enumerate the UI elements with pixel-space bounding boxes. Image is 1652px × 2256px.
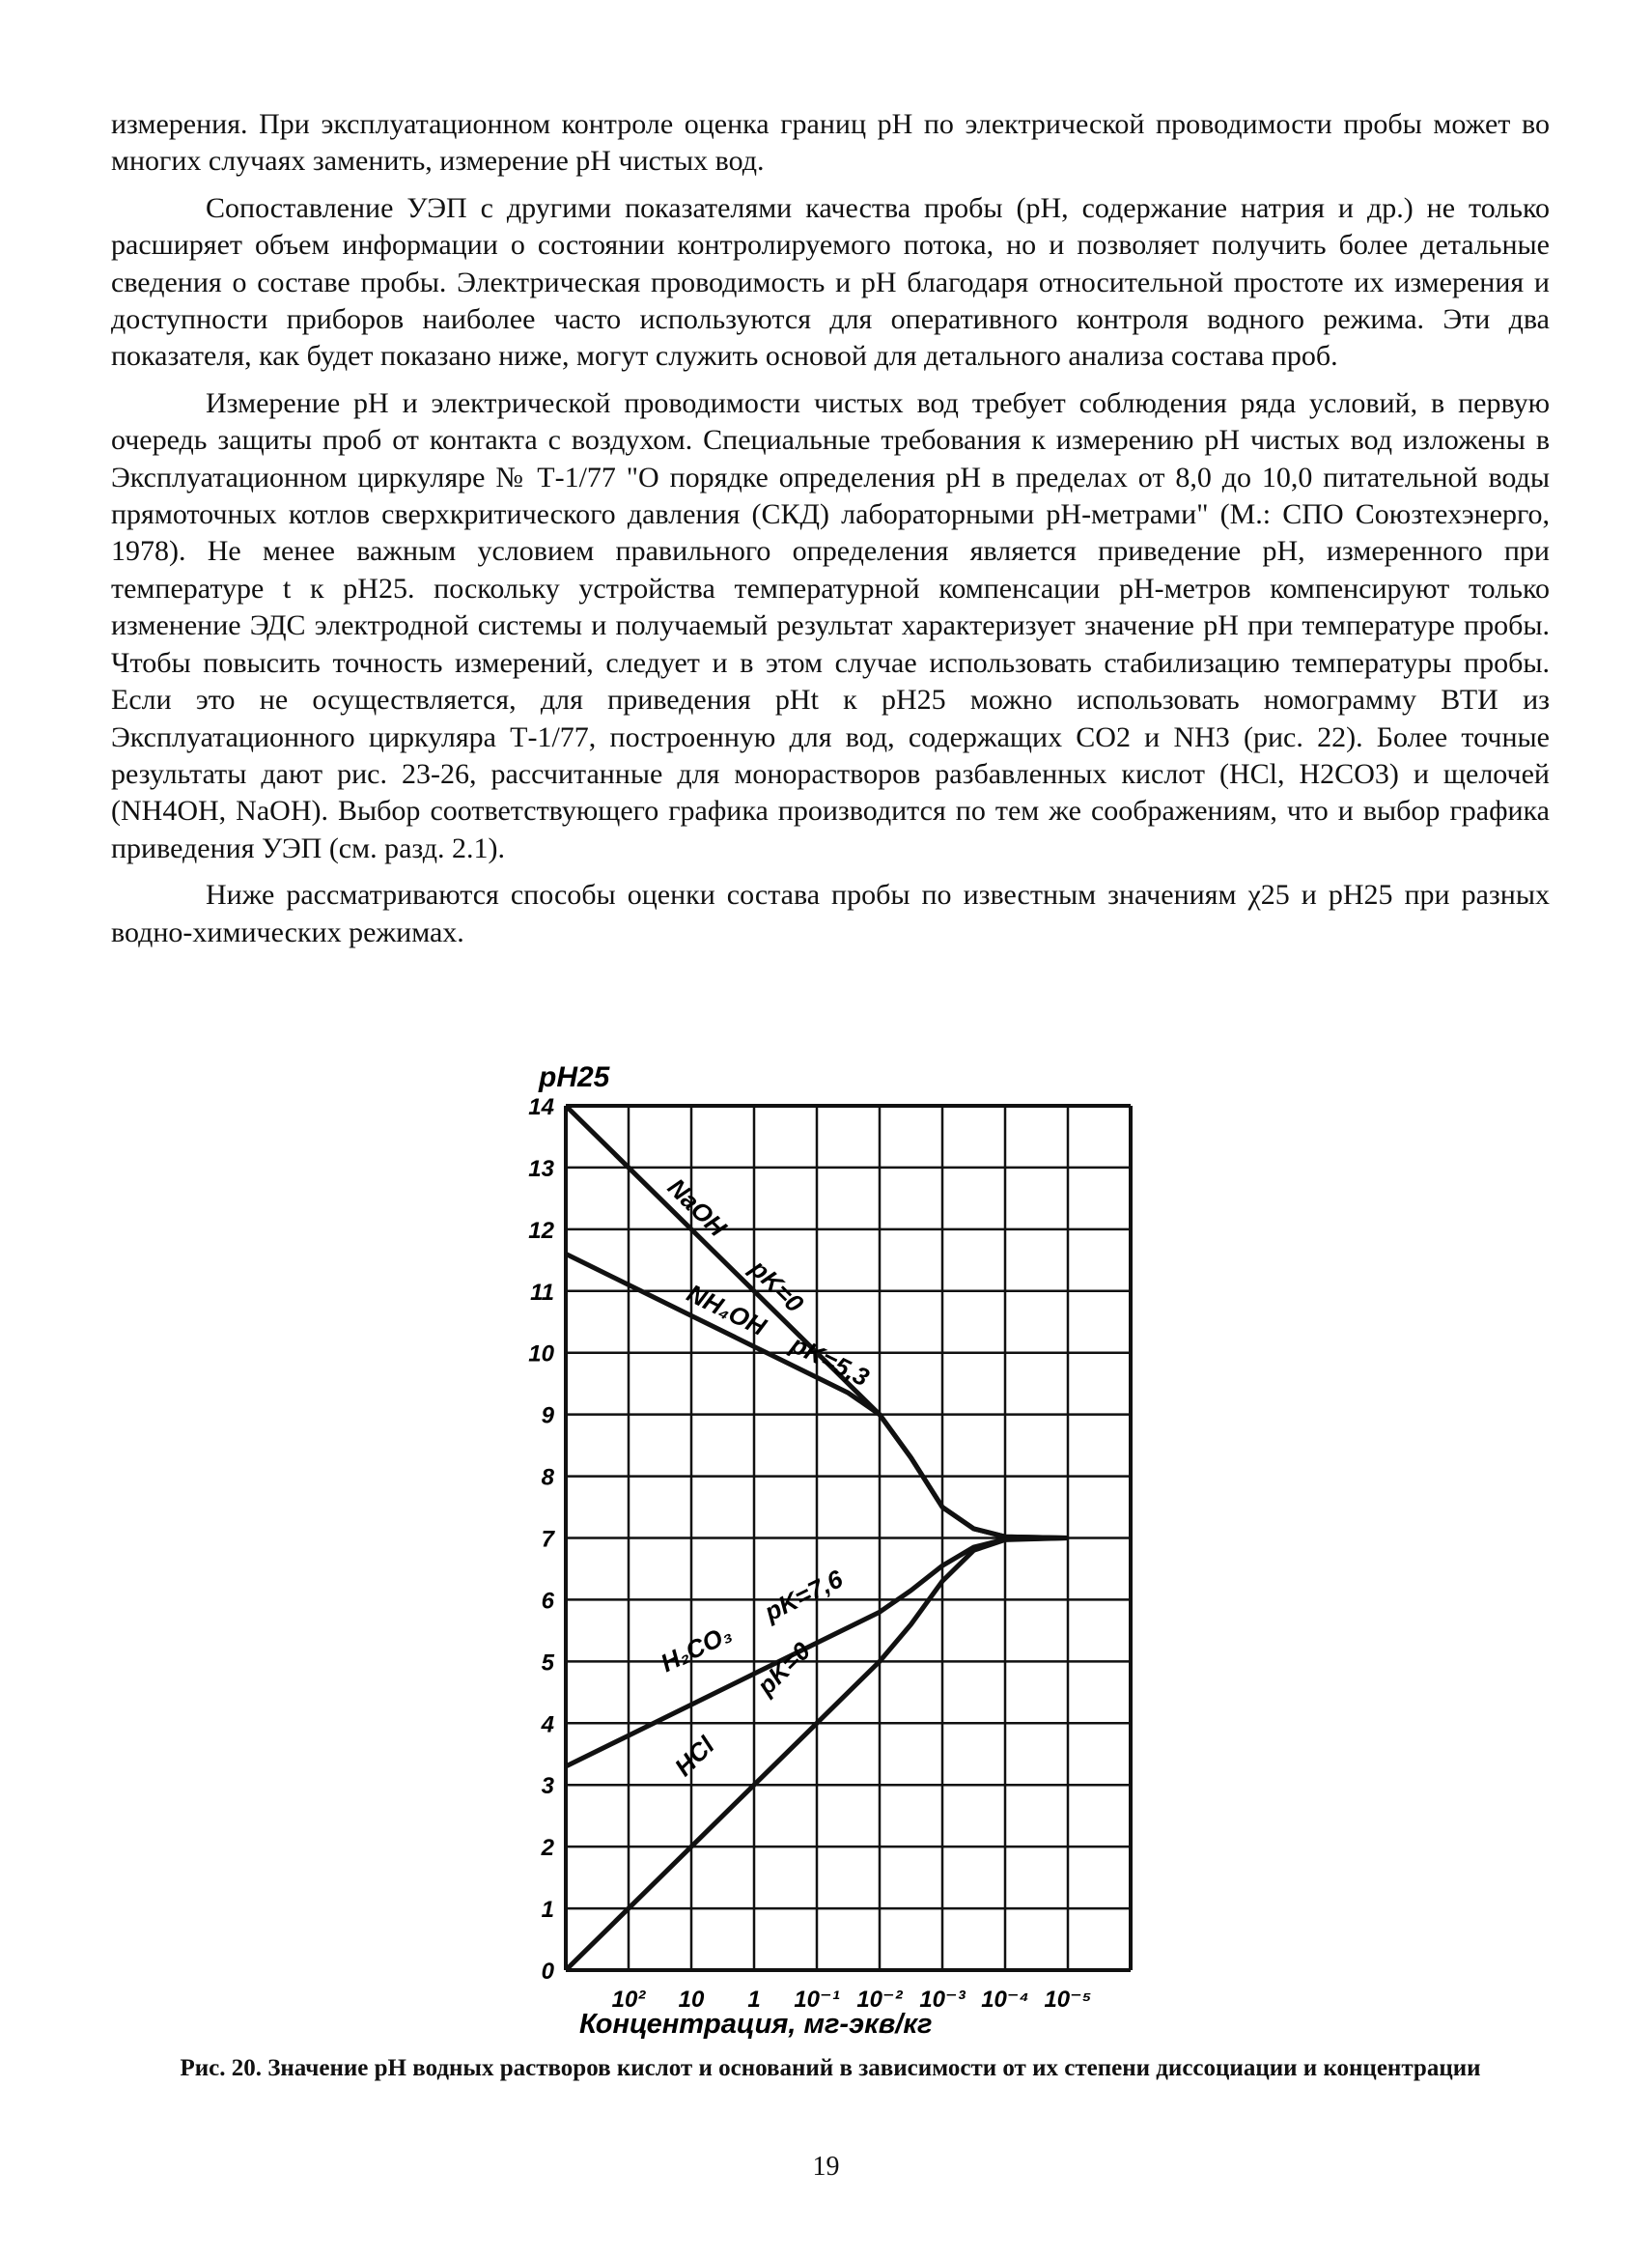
x-tick-label: 10⁻⁴ (981, 1987, 1029, 2013)
y-tick-label: 4 (541, 1711, 554, 1738)
x-tick-label: 10⁻¹ (794, 1987, 840, 2013)
series-pk-label: pK=5,3 (786, 1329, 874, 1393)
y-tick-label: 10 (528, 1340, 554, 1368)
y-tick-label: 6 (541, 1588, 554, 1615)
series-pk-label: pK=0 (751, 1636, 817, 1701)
series-label: HCl (668, 1731, 720, 1782)
series-label: NaOH (661, 1172, 733, 1243)
y-tick-label: 7 (541, 1526, 554, 1553)
page-number: 19 (812, 2152, 840, 2182)
y-tick-label: 3 (541, 1773, 554, 1800)
y-tick-label: 1 (541, 1897, 554, 1924)
series-label: NH₄OH (682, 1278, 771, 1341)
x-tick-label: 10⁻⁵ (1044, 1987, 1092, 2013)
x-axis-label: Концентрация, мг-экв/кг (579, 2009, 933, 2040)
figure-caption: Рис. 20. Значение рН водных растворов кислот и оснований в зависимости от их степени диссоциации и концентрации (180, 2055, 1481, 2081)
y-axis-ticks (528, 1094, 555, 1985)
series-pk-label: pK=7,6 (760, 1564, 848, 1627)
paragraph-1: измерения. При эксплуатационном контроле оценка границ pH по электрической проводимости пробы может во многих случаях заменить, измерение pH чистых вод. (111, 108, 1550, 178)
y-tick-label: 13 (528, 1155, 554, 1182)
x-tick-label: 10⁻³ (919, 1987, 966, 2013)
y-tick-label: 14 (528, 1094, 554, 1120)
paragraph-2: Сопоставление УЭП с другими показателями качества пробы (pH, содержание натрия и др.) не только расширяет объем информации о состоянии контролируемого потока, но и позволяет получить более детальные сведения о составе пробы. Электрическая проводимость и pH благодаря относительной простоте их измерения и доступности приборов наиболее часто используются для оперативного контроля водного режима. Эти два показателя, как будет показано ниже, могут служить основой для детального анализа состава проб. (111, 191, 1550, 373)
paragraph-4: Ниже рассматриваются способы оценки состава пробы по известным значениям χ25 и pH25 при разных водно-химических режимах. (111, 879, 1550, 948)
y-axis-label: pH25 (539, 1061, 610, 1093)
x-tick-label: 1 (747, 1987, 761, 2013)
y-tick-label: 12 (528, 1217, 554, 1244)
series-label: H₂CO₃ (656, 1619, 737, 1678)
body-text (111, 106, 1550, 951)
ph-concentration-chart (502, 1048, 1178, 2043)
y-tick-label: 0 (541, 1959, 554, 1985)
y-tick-label: 2 (541, 1835, 554, 1862)
y-tick-label: 9 (541, 1402, 554, 1429)
y-tick-label: 11 (530, 1279, 554, 1306)
paragraph-3: Измерение pH и электрической проводимости чистых вод требует соблюдения ряда условий, в первую очередь защиты проб от контакта с воздухом. Специальные требования к измерению pH чистых вод изложены в Эксплуатационном циркуляре № Т-1/77 "О порядке определения pH в пределах от 8,0 до 10,0 питательной воды прямоточных котлов сверхкритического давления (СКД) лабораторными pH-метрами" (М.: СПО Союзтехэнерго, 1978). Не менее важным условием правильного определения является приведение pH, измеренного при температуре t к pH25. поскольку устройства температурной компенсации pH-метров компенсируют только изменение ЭДС электродной системы и получаемый результат характеризует значение pH при температуре пробы. Чтобы повысить точность измерений, следует и в этом случае использовать стабилизацию температуры пробы. Если это не осуществляется, для приведения pHt к pH25 можно использовать номограмму ВТИ из Эксплуатационного циркуляра Т-1/77, построенную для вод, содержащих CO2 и NH3 (рис. 22). Более точные результаты дают рис. 23-26, рассчитанные для монорастворов разбавленных кислот (HCl, H2CO3) и щелочей (NH4OH, NaOH). Выбор соответствующего графика производится по тем же соображениям, что и выбор графика приведения УЭП (см. разд. 2.1). (111, 386, 1550, 864)
series-pk-label: pK=0 (744, 1254, 810, 1318)
x-tick-label: 10² (611, 1987, 646, 2013)
x-tick-label: 10⁻² (856, 1987, 903, 2013)
y-tick-label: 5 (541, 1650, 554, 1677)
x-tick-label: 10 (678, 1987, 705, 2013)
y-tick-label: 8 (541, 1464, 554, 1491)
